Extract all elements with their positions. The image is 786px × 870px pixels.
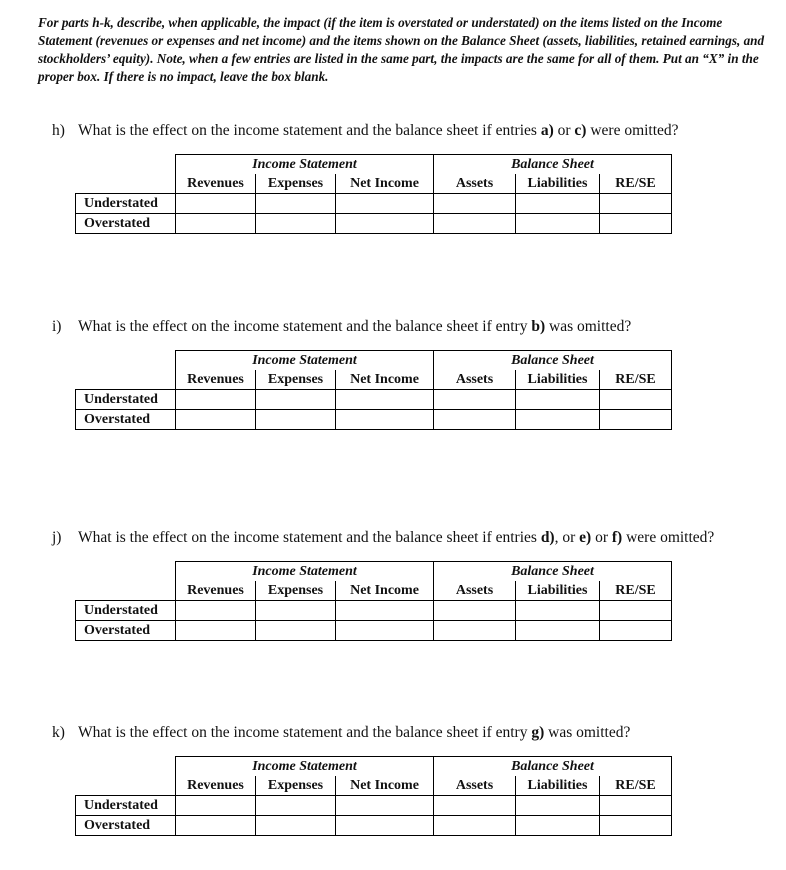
answer-box[interactable] <box>434 621 516 641</box>
answer-box[interactable] <box>516 410 600 430</box>
answer-box[interactable] <box>434 410 516 430</box>
answer-box[interactable] <box>516 194 600 214</box>
question-text-part: or <box>591 529 612 546</box>
column-header-expenses: Expenses <box>256 581 336 601</box>
question-k <box>52 724 630 742</box>
question-text-part: was omitted? <box>544 724 631 741</box>
question-h <box>52 122 679 140</box>
answer-box[interactable] <box>336 601 434 621</box>
entry-reference: c) <box>574 122 587 139</box>
answer-box[interactable] <box>256 601 336 621</box>
column-header-re-se: RE/SE <box>600 370 672 390</box>
answer-box[interactable] <box>256 796 336 816</box>
answer-box[interactable] <box>516 796 600 816</box>
answer-box[interactable] <box>434 601 516 621</box>
question-text-part: were omitted? <box>586 122 679 139</box>
answer-box[interactable] <box>600 390 672 410</box>
income-statement-header: Income Statement <box>176 562 434 582</box>
answer-box[interactable] <box>516 390 600 410</box>
row-label-understated: Understated <box>76 194 176 214</box>
entry-reference: d) <box>540 529 555 546</box>
question-text-part: or <box>553 122 575 139</box>
column-header-expenses: Expenses <box>256 776 336 796</box>
column-header-net-income: Net Income <box>336 174 434 194</box>
answer-box[interactable] <box>336 816 434 836</box>
answer-box[interactable] <box>600 214 672 234</box>
answer-box[interactable] <box>256 390 336 410</box>
impact-table-h <box>75 154 672 234</box>
balance-sheet-header: Balance Sheet <box>434 562 672 582</box>
question-text-part: was omitted? <box>545 318 632 335</box>
column-header-liabilities: Liabilities <box>516 370 600 390</box>
column-header-expenses: Expenses <box>256 370 336 390</box>
table-row <box>76 214 672 234</box>
answer-box[interactable] <box>176 410 256 430</box>
income-statement-header: Income Statement <box>176 155 434 175</box>
row-label-overstated: Overstated <box>76 621 176 641</box>
answer-box[interactable] <box>336 194 434 214</box>
row-label-overstated: Overstated <box>76 410 176 430</box>
answer-box[interactable] <box>256 194 336 214</box>
column-header-liabilities: Liabilities <box>516 581 600 601</box>
answer-box[interactable] <box>600 410 672 430</box>
answer-box[interactable] <box>256 410 336 430</box>
impact-table-j <box>75 561 672 641</box>
answer-box[interactable] <box>434 816 516 836</box>
row-label-overstated: Overstated <box>76 816 176 836</box>
answer-box[interactable] <box>176 601 256 621</box>
row-label-understated: Understated <box>76 390 176 410</box>
question-label: i) <box>52 318 62 335</box>
column-header-assets: Assets <box>434 581 516 601</box>
impact-table-i <box>75 350 672 430</box>
question-label: h) <box>52 122 65 139</box>
answer-box[interactable] <box>516 621 600 641</box>
column-header-revenues: Revenues <box>176 581 256 601</box>
question-label: j) <box>52 529 62 546</box>
answer-box[interactable] <box>336 410 434 430</box>
column-header-liabilities: Liabilities <box>516 776 600 796</box>
table-row <box>76 601 672 621</box>
instructions-paragraph: For parts h-k, describe, when applicable, the impact (if the item is overstated or understated) on the items listed on the Income Statement (revenues or expenses and net income) and the items shown on the Balance Sheet (assets, liabilities, retained earnings, and stockholders’ equity). Note, when a few entries are listed in the same part, the impacts are the same for all of them. Put an “X” in the proper box. If there is no impact, leave the box blank. <box>38 15 765 84</box>
answer-box[interactable] <box>336 796 434 816</box>
table-row <box>76 410 672 430</box>
question-text-part: were omitted? <box>622 529 715 546</box>
balance-sheet-header: Balance Sheet <box>434 155 672 175</box>
column-header-assets: Assets <box>434 776 516 796</box>
entry-reference: g) <box>531 724 545 741</box>
income-statement-header: Income Statement <box>176 757 434 777</box>
balance-sheet-header: Balance Sheet <box>434 757 672 777</box>
balance-sheet-header: Balance Sheet <box>434 351 672 371</box>
answer-box[interactable] <box>176 621 256 641</box>
row-label-understated: Understated <box>76 796 176 816</box>
answer-box[interactable] <box>434 194 516 214</box>
question-text: What is the effect on the income statement and the balance sheet if entry <box>78 724 532 741</box>
answer-box[interactable] <box>434 390 516 410</box>
answer-box[interactable] <box>176 194 256 214</box>
question-text: What is the effect on the income statement and the balance sheet if entries <box>78 122 541 139</box>
question-text: What is the effect on the income statement and the balance sheet if entry <box>78 318 532 335</box>
column-header-net-income: Net Income <box>336 581 434 601</box>
answer-box[interactable] <box>516 601 600 621</box>
column-header-liabilities: Liabilities <box>516 174 600 194</box>
answer-box[interactable] <box>256 621 336 641</box>
column-header-re-se: RE/SE <box>600 581 672 601</box>
answer-box[interactable] <box>516 214 600 234</box>
entry-reference: f) <box>611 529 623 546</box>
answer-box[interactable] <box>434 796 516 816</box>
answer-box[interactable] <box>600 796 672 816</box>
column-header-re-se: RE/SE <box>600 174 672 194</box>
question-i <box>52 318 631 336</box>
column-header-revenues: Revenues <box>176 776 256 796</box>
answer-box[interactable] <box>434 214 516 234</box>
column-header-revenues: Revenues <box>176 370 256 390</box>
answer-box[interactable] <box>256 816 336 836</box>
row-label-understated: Understated <box>76 601 176 621</box>
entry-reference: e) <box>579 529 592 546</box>
table-row <box>76 621 672 641</box>
income-statement-header: Income Statement <box>176 351 434 371</box>
answer-box[interactable] <box>600 621 672 641</box>
entry-reference: b) <box>531 318 546 335</box>
answer-box[interactable] <box>256 214 336 234</box>
row-label-overstated: Overstated <box>76 214 176 234</box>
question-text-part: , or <box>554 529 580 546</box>
answer-box[interactable] <box>176 214 256 234</box>
entry-reference: a) <box>540 122 554 139</box>
table-row <box>76 816 672 836</box>
answer-box[interactable] <box>336 214 434 234</box>
answer-box[interactable] <box>336 390 434 410</box>
column-header-assets: Assets <box>434 174 516 194</box>
column-header-expenses: Expenses <box>256 174 336 194</box>
answer-box[interactable] <box>600 194 672 214</box>
impact-table-k <box>75 756 672 836</box>
question-j <box>52 529 714 547</box>
column-header-assets: Assets <box>434 370 516 390</box>
answer-box[interactable] <box>516 816 600 836</box>
answer-box[interactable] <box>176 816 256 836</box>
column-header-revenues: Revenues <box>176 174 256 194</box>
answer-box[interactable] <box>176 390 256 410</box>
question-text: What is the effect on the income statement and the balance sheet if entries <box>78 529 541 546</box>
answer-box[interactable] <box>600 816 672 836</box>
answer-box[interactable] <box>600 601 672 621</box>
answer-box[interactable] <box>336 621 434 641</box>
table-row <box>76 796 672 816</box>
table-row <box>76 194 672 214</box>
question-label: k) <box>52 724 65 741</box>
table-row <box>76 390 672 410</box>
column-header-net-income: Net Income <box>336 370 434 390</box>
column-header-net-income: Net Income <box>336 776 434 796</box>
column-header-re-se: RE/SE <box>600 776 672 796</box>
answer-box[interactable] <box>176 796 256 816</box>
